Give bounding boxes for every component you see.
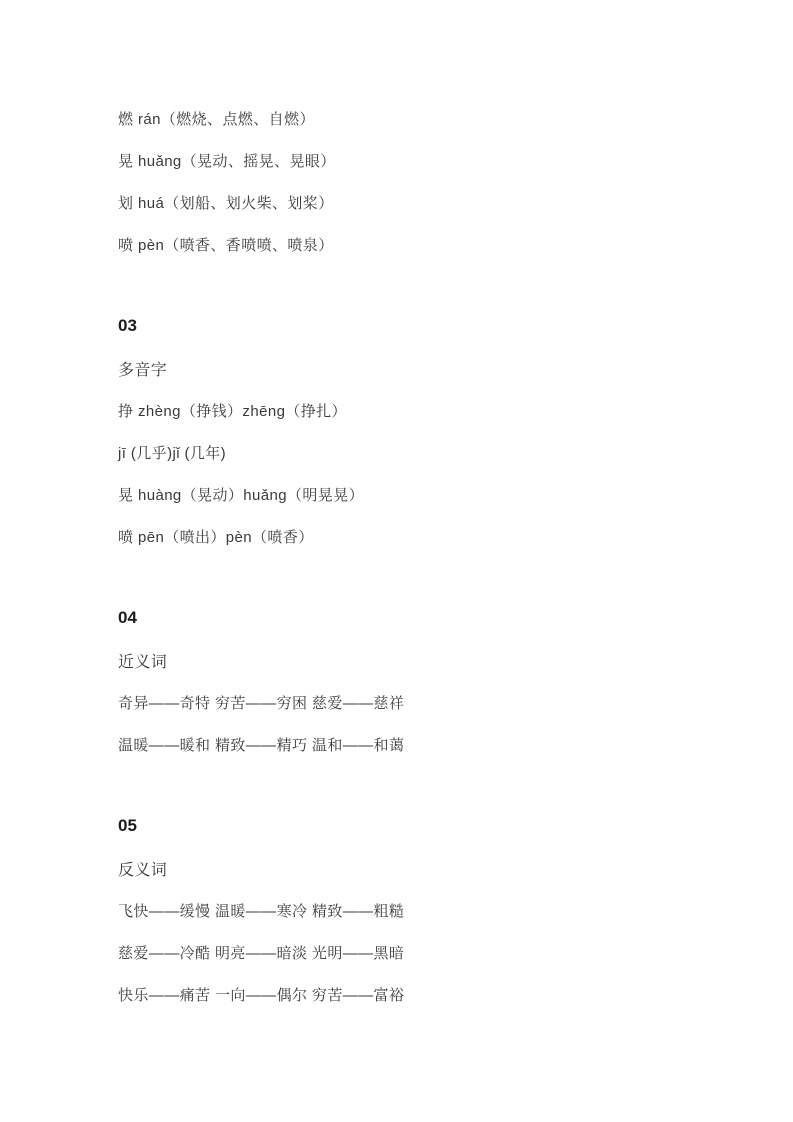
section-word-forms	[118, 97, 703, 265]
section-title: 近义词	[118, 653, 168, 671]
section-04-synonyms	[118, 597, 703, 765]
section-number: 05	[118, 816, 137, 835]
vocab-line: 温暖——暖和 精致——精巧 温和——和蔼	[118, 736, 405, 754]
vocab-line: 晃 huǎng（晃动、摇晃、晃眼）	[118, 152, 336, 170]
vocab-line: 挣 zhèng（挣钱）zhēng（挣扎）	[118, 402, 347, 420]
vocab-line: 晃 huàng（晃动）huǎng（明晃晃）	[118, 486, 364, 504]
section-title: 反义词	[118, 861, 168, 879]
section-title: 多音字	[118, 361, 168, 379]
vocab-line: 飞快——缓慢 温暖——寒冷 精致——粗糙	[118, 902, 405, 920]
section-number: 04	[118, 608, 137, 627]
vocab-line: 划 huá（划船、划火柴、划桨）	[118, 194, 334, 212]
vocab-line: jī (几乎)jǐ (几年)	[118, 444, 227, 462]
section-05-antonyms	[118, 805, 703, 1015]
vocab-line: 慈爱——冷酷 明亮——暗淡 光明——黑暗	[118, 944, 405, 962]
vocab-line: 喷 pèn（喷香、香喷喷、喷泉）	[118, 236, 334, 254]
section-number: 03	[118, 316, 137, 335]
vocab-line: 喷 pēn（喷出）pèn（喷香）	[118, 528, 314, 546]
section-03-polyphones	[118, 305, 703, 557]
vocab-line: 燃 rán（燃烧、点燃、自燃）	[118, 110, 315, 128]
vocab-line: 快乐——痛苦 一向——偶尔 穷苦——富裕	[118, 986, 405, 1004]
vocab-line: 奇异——奇特 穷苦——穷困 慈爱——慈祥	[118, 694, 405, 712]
